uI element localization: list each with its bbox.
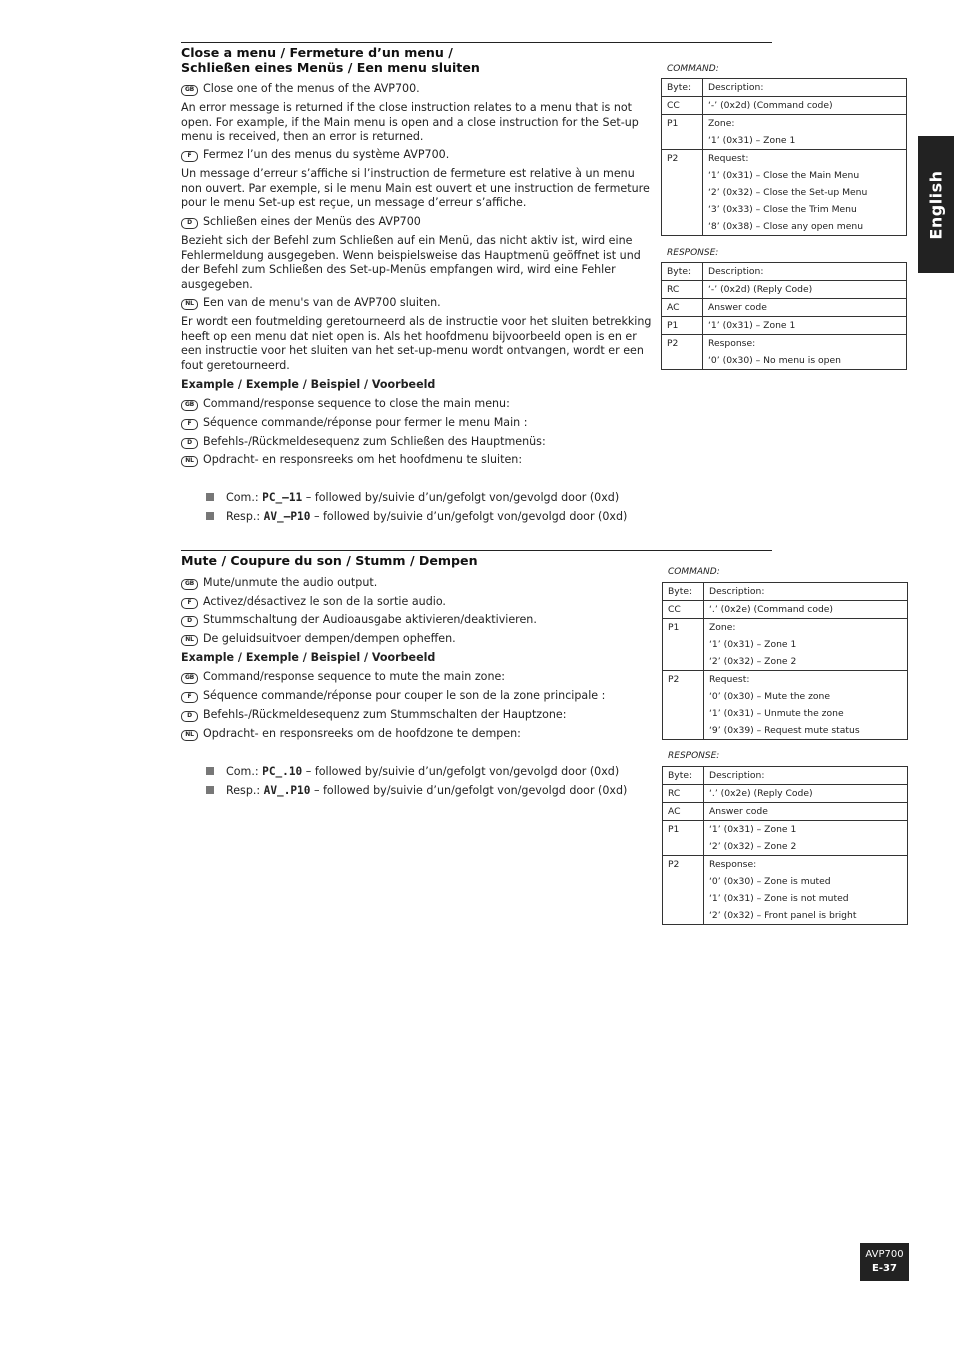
description-line: ‘2’ (0x32) – Close the Set-up Menu [708, 187, 868, 198]
description-line: ‘2’ (0x32) – Zone 2 [709, 841, 797, 852]
resp-code: AV_–P10 [263, 510, 311, 523]
example-f-text: Séquence commande/réponse pour couper le son de la zone principale : [203, 689, 606, 702]
com-label: Com.: [226, 491, 259, 504]
command-table [662, 582, 908, 740]
description-line: ‘0’ (0x30) – No menu is open [708, 355, 841, 366]
description-line: ‘1’ (0x31) – Zone 1 [709, 824, 797, 835]
nl-flag-icon: NL [181, 635, 198, 646]
f-flag-icon: F [181, 151, 198, 162]
section-title-close [181, 46, 480, 75]
f-summary [181, 148, 449, 162]
description-cell [704, 785, 908, 803]
description-line: ‘1’ (0x31) – Unmute the zone [709, 708, 844, 719]
table-row [663, 785, 908, 803]
byte-cell: AC [663, 803, 704, 821]
description-cell [703, 263, 907, 281]
f-flag-icon: F [181, 419, 198, 430]
example-f-text: Séquence commande/réponse pour fermer le menu Main : [203, 416, 528, 429]
table-row [662, 150, 907, 236]
resp-rest: – followed by/suivie d’un/gefolgt von/gevolgd door (0xd) [313, 510, 628, 523]
description-line: Answer code [709, 806, 768, 817]
description-line: Response: [708, 338, 756, 349]
d-flag-icon: D [181, 438, 198, 449]
byte-cell: CC [663, 601, 704, 619]
description-line: Answer code [708, 302, 767, 313]
com-rest: – followed by/suivie d’un/gefolgt von/gevolgd door (0xd) [305, 491, 620, 504]
description-line: Description: [709, 770, 765, 781]
byte-cell: Byte: [662, 263, 703, 281]
example-gb-text: Command/response sequence to close the main menu: [203, 397, 510, 410]
description-line: Zone: [708, 118, 735, 129]
example-gb [181, 670, 505, 684]
byte-cell: P1 [662, 115, 703, 150]
table-row [662, 299, 907, 317]
response-table [661, 262, 907, 370]
description-cell [704, 821, 908, 856]
d-summary [181, 613, 537, 627]
description-cell [703, 281, 907, 299]
gb-summary [181, 576, 377, 590]
d-detail: Bezieht sich der Befehl zum Schließen auf ein Menü, das nicht aktiv ist, wird eine Fehlermeldung ausgegeben. Wenn beispielsweise das Hauptmenü geöffnet ist und der Befehl zum Schließen des Set-up-Menüs empfangen wird, wird eine Fehler ausgegeben. [181, 234, 641, 291]
byte-cell: P2 [663, 856, 704, 925]
description-line: Description: [708, 266, 764, 277]
description-line: Request: [708, 153, 749, 164]
gb-summary [181, 82, 420, 96]
page-number-box [860, 1243, 909, 1281]
page-number: E-37 [872, 1263, 897, 1274]
byte-cell: RC [663, 785, 704, 803]
table-row [662, 115, 907, 150]
f-summary [181, 595, 446, 609]
table-row [662, 335, 907, 370]
bullet-square-icon [206, 493, 214, 501]
section-title-mute: Mute / Coupure du son / Stumm / Dempen [181, 553, 478, 568]
response-caption: RESPONSE: [667, 248, 719, 258]
f-flag-icon: F [181, 692, 198, 703]
description-line: ‘9’ (0x39) – Request mute status [709, 725, 860, 736]
description-line: ‘-’ (0x2d) (Reply Code) [708, 284, 813, 295]
gb-detail: An error message is returned if the close instruction relates to a menu that is not open. For example, if the Main menu is open and a close instruction for the Set-up menu is received, then an error is returned. [181, 101, 639, 143]
com-rest: – followed by/suivie d’un/gefolgt von/gevolgd door (0xd) [305, 765, 620, 778]
example-gb [181, 397, 510, 411]
table-row [663, 619, 908, 671]
byte-cell: AC [662, 299, 703, 317]
table-row [662, 97, 907, 115]
description-line: ‘1’ (0x31) – Zone 1 [708, 135, 796, 146]
byte-cell: Byte: [663, 583, 704, 601]
example-gb-text: Command/response sequence to mute the main zone: [203, 670, 506, 683]
description-line: ‘0’ (0x30) – Mute the zone [709, 691, 831, 702]
f-detail: Un message d’erreur s’affiche si l’instruction de fermeture est relative à un menu non ouvert. Par exemple, si le menu Main est ouvert et une instruction de fermeture pour le menu Set-up est reçue, un message d’erreur s’affiche. [181, 167, 650, 209]
gb-flag-icon: GB [181, 579, 198, 590]
d-summary-text: Schließen eines der Menüs des AVP700 [203, 215, 421, 228]
gb-summary-text: Close one of the menus of the AVP700. [203, 82, 420, 95]
byte-cell: P1 [662, 317, 703, 335]
nl-flag-icon: NL [181, 730, 198, 741]
table-row [662, 281, 907, 299]
description-line: ‘-’ (0x2d) (Command code) [708, 100, 833, 111]
description-line: Description: [708, 82, 764, 93]
example-d [181, 708, 567, 722]
nl-flag-icon: NL [181, 456, 198, 467]
description-line: ‘8’ (0x38) – Close any open menu [708, 221, 864, 232]
section-divider [181, 550, 772, 551]
gb-flag-icon: GB [181, 85, 198, 96]
nl-summary [181, 632, 456, 646]
description-line: ‘1’ (0x31) – Zone is not muted [709, 893, 849, 904]
description-line: ‘.’ (0x2e) (Reply Code) [709, 788, 813, 799]
example-f [181, 416, 527, 430]
title-line-1: Close a menu / Fermeture d’un menu / [181, 45, 453, 60]
command-line [206, 491, 619, 505]
description-line: Response: [709, 859, 757, 870]
resp-label: Resp.: [226, 784, 261, 797]
table-row [663, 583, 908, 601]
bullet-square-icon [206, 512, 214, 520]
description-line: ‘.’ (0x2e) (Command code) [709, 604, 834, 615]
response-table [662, 766, 908, 925]
description-cell [704, 803, 908, 821]
example-nl [181, 453, 522, 467]
table-row [663, 767, 908, 785]
page-model: AVP700 [865, 1249, 904, 1260]
description-line: ‘2’ (0x32) – Front panel is bright [709, 910, 857, 921]
description-cell [703, 317, 907, 335]
title-line-2: Schließen eines Menüs / Een menu sluiten [181, 59, 480, 75]
description-line: ‘3’ (0x33) – Close the Trim Menu [708, 204, 857, 215]
description-cell [703, 97, 907, 115]
f-summary-text: Fermez l’un des menus du système AVP700. [203, 148, 450, 161]
byte-cell: Byte: [662, 79, 703, 97]
byte-cell: P2 [662, 150, 703, 236]
description-cell [704, 767, 908, 785]
nl-summary-text: Een van de menu's van de AVP700 sluiten. [203, 296, 441, 309]
table-row [663, 671, 908, 740]
command-caption: COMMAND: [668, 567, 720, 577]
table-row [663, 601, 908, 619]
resp-code: AV_.P10 [263, 784, 311, 797]
gb-flag-icon: GB [181, 400, 198, 411]
language-tab-label: English [926, 169, 946, 240]
bullet-square-icon [206, 786, 214, 794]
language-tab [918, 136, 954, 273]
description-line: Zone: [709, 622, 736, 633]
response-line [206, 784, 627, 798]
description-cell [704, 619, 908, 671]
response-line [206, 510, 627, 524]
description-cell [703, 115, 907, 150]
d-flag-icon: D [181, 711, 198, 722]
description-cell [703, 299, 907, 317]
nl-detail: Er wordt een foutmelding geretourneerd als de instructie voor het sluiten betrekking heeft op een menu dat niet open is. Als het hoofdmenu bijvoorbeeld open is en er een instructie voor het sluiten van het set-up-menu wordt ontvangen, wordt er een fout geretourneerd. [181, 315, 652, 372]
d-flag-icon: D [181, 218, 198, 229]
byte-cell: P2 [662, 335, 703, 370]
description-line: ‘2’ (0x32) – Zone 2 [709, 656, 797, 667]
description-line: ‘1’ (0x31) – Zone 1 [708, 320, 796, 331]
byte-cell: RC [662, 281, 703, 299]
description-cell [704, 601, 908, 619]
nl-summary [181, 296, 441, 310]
com-code: PC_.10 [262, 765, 303, 778]
example-d-text: Befehls-/Rückmeldesequenz zum Stummschalten der Hauptzone: [203, 708, 567, 721]
com-code: PC_–11 [262, 491, 303, 504]
description-line: ‘1’ (0x31) – Close the Main Menu [708, 170, 860, 181]
f-flag-icon: F [181, 598, 198, 609]
d-summary [181, 215, 421, 229]
description-line: Description: [709, 586, 765, 597]
table-row [663, 856, 908, 925]
example-d-text: Befehls-/Rückmeldesequenz zum Schließen des Hauptmenüs: [203, 435, 546, 448]
description-cell [704, 583, 908, 601]
description-cell [703, 79, 907, 97]
byte-cell: CC [662, 97, 703, 115]
bullet-square-icon [206, 767, 214, 775]
example-heading: Example / Exemple / Beispiel / Voorbeeld [181, 378, 436, 391]
command-line [206, 765, 619, 779]
section-divider [181, 42, 772, 43]
command-table [661, 78, 907, 236]
byte-cell: P2 [663, 671, 704, 740]
description-line: Request: [709, 674, 750, 685]
example-nl [181, 727, 521, 741]
table-row [663, 821, 908, 856]
table-row [662, 79, 907, 97]
description-line: ‘1’ (0x31) – Zone 1 [709, 639, 797, 650]
description-cell [704, 671, 908, 740]
description-cell [704, 856, 908, 925]
example-f [181, 689, 605, 703]
byte-cell: P1 [663, 821, 704, 856]
command-caption: COMMAND: [667, 64, 719, 74]
table-row [663, 803, 908, 821]
nl-summary-text: De geluidsuitvoer dempen/dempen opheffen. [203, 632, 456, 645]
description-cell [703, 150, 907, 236]
byte-cell: Byte: [663, 767, 704, 785]
table-row [662, 317, 907, 335]
response-caption: RESPONSE: [668, 751, 720, 761]
description-line: ‘0’ (0x30) – Zone is muted [709, 876, 831, 887]
d-flag-icon: D [181, 616, 198, 627]
byte-cell: P1 [663, 619, 704, 671]
example-heading: Example / Exemple / Beispiel / Voorbeeld [181, 651, 436, 664]
resp-label: Resp.: [226, 510, 261, 523]
example-d [181, 435, 546, 449]
resp-rest: – followed by/suivie d’un/gefolgt von/gevolgd door (0xd) [313, 784, 628, 797]
gb-summary-text: Mute/unmute the audio output. [203, 576, 378, 589]
d-summary-text: Stummschaltung der Audioausgabe aktivieren/deaktivieren. [203, 613, 537, 626]
gb-flag-icon: GB [181, 673, 198, 684]
example-nl-text: Opdracht- en responsreeks om de hoofdzone te dempen: [203, 727, 521, 740]
table-row [662, 263, 907, 281]
nl-flag-icon: NL [181, 299, 198, 310]
description-cell [703, 335, 907, 370]
example-nl-text: Opdracht- en responsreeks om het hoofdmenu te sluiten: [203, 453, 523, 466]
com-label: Com.: [226, 765, 259, 778]
f-summary-text: Activez/désactivez le son de la sortie audio. [203, 595, 446, 608]
